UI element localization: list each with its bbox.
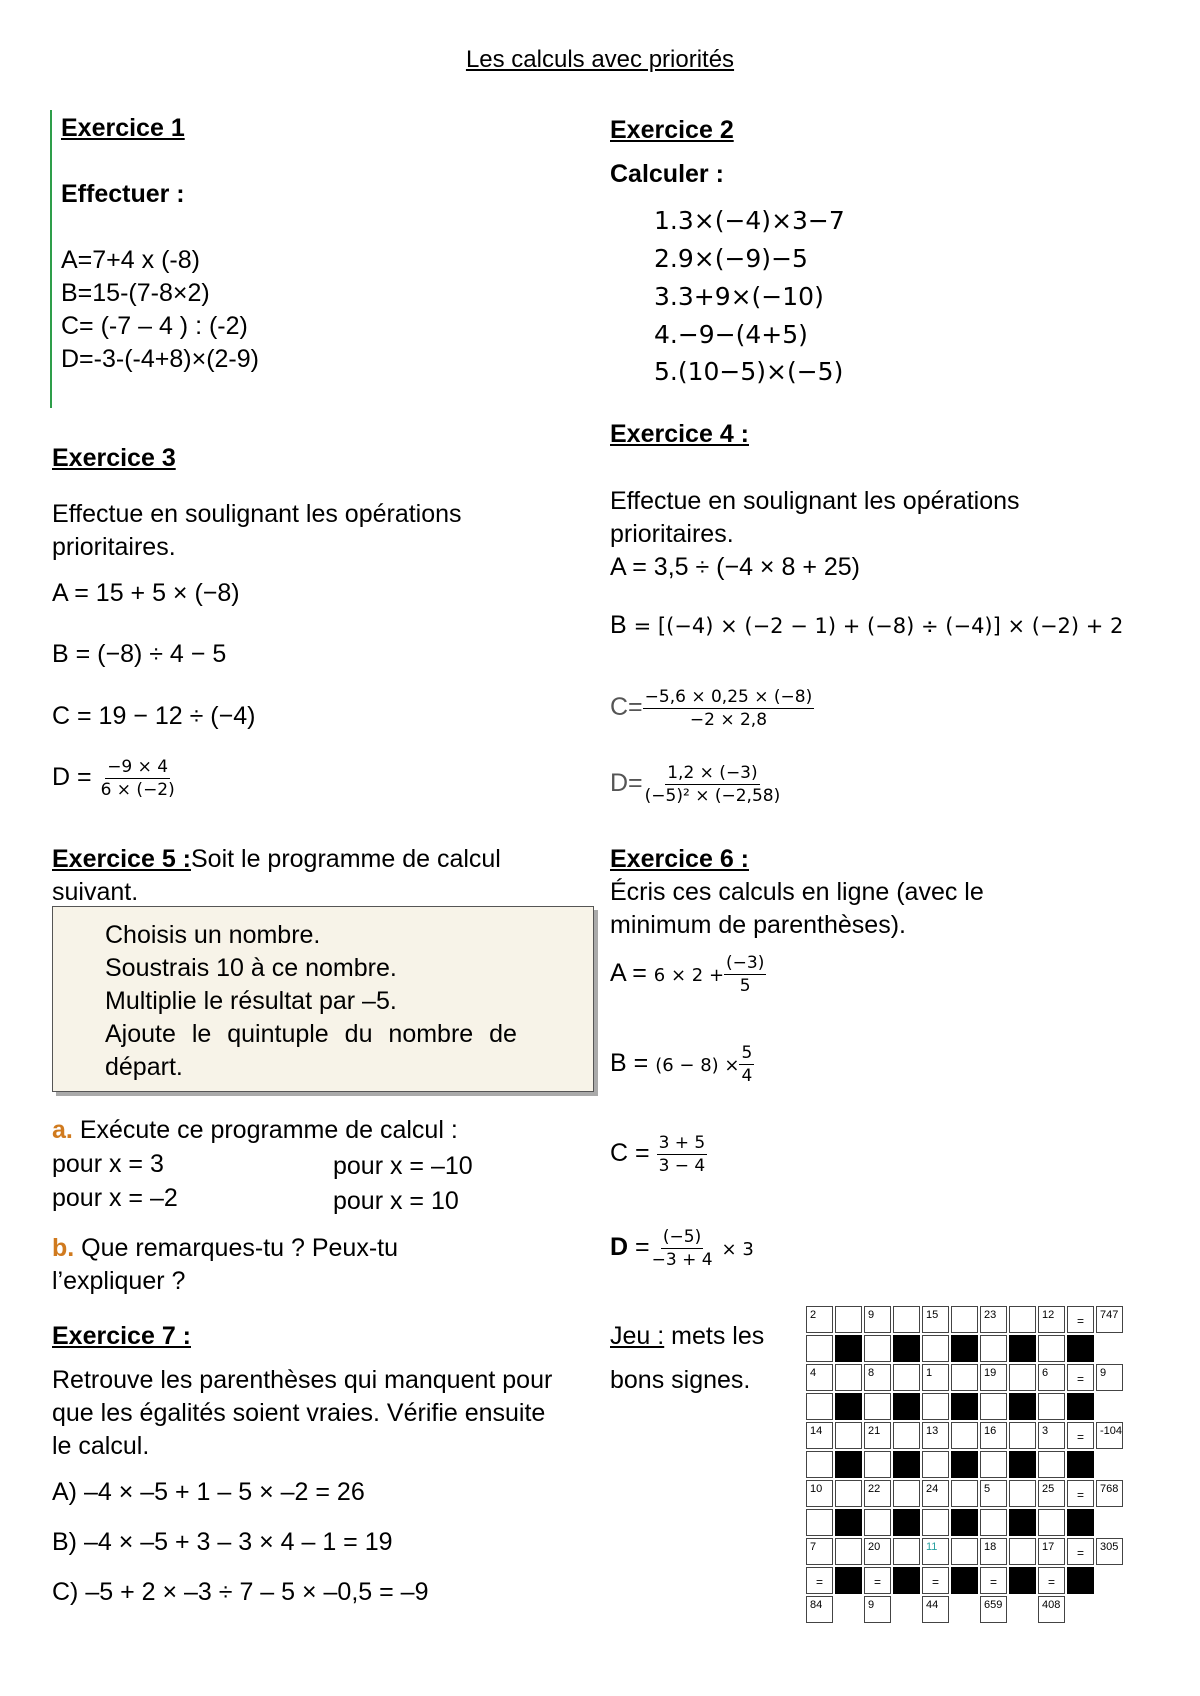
grid-cell <box>922 1393 949 1420</box>
jeu-line-1 <box>610 1320 764 1353</box>
ex1-instruction: Effectuer : <box>61 180 185 208</box>
ex6-heading: Exercice 6 : <box>610 845 749 873</box>
grid-cell: 5 <box>980 1480 1007 1507</box>
ex6-expr-a <box>610 952 766 997</box>
grid-cell <box>835 1451 862 1478</box>
ex6-c-prefix: C = <box>610 1139 650 1168</box>
ex6-d-suffix: × 3 <box>721 1239 754 1261</box>
ex5-a-text: Exécute ce programme de calcul : <box>79 1116 458 1144</box>
grid-cell <box>1067 1335 1094 1362</box>
ex3-expr-d <box>52 756 177 801</box>
grid-cell: 13 <box>922 1422 949 1449</box>
ex5-b-text: Que remarques-tu ? Peux-tu <box>81 1234 398 1262</box>
grid-cell <box>893 1393 920 1420</box>
ex4-expr-b <box>610 609 1123 643</box>
grid-cell <box>893 1422 920 1449</box>
ex4-instruction-1: Effectue en soulignant les opérations <box>610 487 1020 515</box>
ex5-b-label: b. <box>52 1234 75 1262</box>
ex7-equation-a: A) –4 × –5 + 1 – 5 × –2 = 26 <box>52 1478 365 1506</box>
grid-cell <box>1009 1364 1036 1391</box>
grid-cell: 747 <box>1096 1306 1123 1333</box>
grid-cell <box>864 1509 891 1536</box>
jeu-text-2: bons signes. <box>610 1366 751 1394</box>
grid-cell: 305 <box>1096 1538 1123 1565</box>
margin-bar <box>50 110 52 408</box>
grid-cell <box>1009 1538 1036 1565</box>
grid-cell <box>1038 1451 1065 1478</box>
grid-cell <box>1038 1335 1065 1362</box>
ex5-part-a <box>52 1114 458 1147</box>
program-box <box>52 906 594 1092</box>
grid-cell <box>980 1509 1007 1536</box>
grid-cell: 44 <box>922 1596 949 1623</box>
grid-cell <box>1067 1509 1094 1536</box>
ex5-case-3: pour x = –2 <box>52 1184 178 1212</box>
grid-cell: = <box>806 1567 833 1594</box>
grid-cell <box>864 1451 891 1478</box>
ex6-expr-b <box>610 1042 754 1087</box>
grid-cell <box>893 1567 920 1594</box>
grid-cell: 10 <box>806 1480 833 1507</box>
ex6-d-equals: = <box>635 1233 650 1262</box>
ex3-instruction-1: Effectue en soulignant les opérations <box>52 500 462 528</box>
ex4-d-prefix: D= <box>610 769 643 798</box>
grid-cell: 12 <box>1038 1306 1065 1333</box>
ex3-instruction-2: prioritaires. <box>52 533 176 561</box>
ex4-d-numerator: 1,2 × (−3) <box>667 763 758 783</box>
grid-cell: 6 <box>1038 1364 1065 1391</box>
grid-cell: 22 <box>864 1480 891 1507</box>
ex4-c-fraction <box>643 686 815 731</box>
ex5-intro-text: Soit le programme de calcul <box>191 845 501 873</box>
grid-cell <box>893 1538 920 1565</box>
ex7-heading: Exercice 7 : <box>52 1322 191 1350</box>
grid-cell <box>951 1335 978 1362</box>
ex6-b-denominator: 4 <box>741 1066 753 1086</box>
ex4-c-prefix: C= <box>610 693 643 722</box>
grid-cell <box>951 1364 978 1391</box>
grid-cell <box>1009 1480 1036 1507</box>
grid-cell: 25 <box>1038 1480 1065 1507</box>
grid-cell: 1 <box>922 1364 949 1391</box>
ex3-heading: Exercice 3 <box>52 444 176 472</box>
ex6-instruction-2: minimum de parenthèses). <box>610 911 906 939</box>
grid-cell <box>806 1335 833 1362</box>
ex5-case-2: pour x = –10 <box>333 1152 473 1180</box>
grid-cell <box>1009 1335 1036 1362</box>
grid-cell: = <box>864 1567 891 1594</box>
ex6-c-fraction <box>657 1132 708 1177</box>
ex4-expr-c <box>610 686 814 731</box>
ex2-heading: Exercice 2 <box>610 116 734 144</box>
grid-cell <box>1009 1567 1036 1594</box>
ex6-d-denominator: −3 + 4 <box>651 1250 713 1270</box>
grid-cell: 84 <box>806 1596 833 1623</box>
ex3-expr-c: C = 19 − 12 ÷ (−4) <box>52 702 256 730</box>
grid-cell <box>922 1509 949 1536</box>
grid-cell <box>951 1567 978 1594</box>
grid-cell <box>893 1364 920 1391</box>
grid-cell: = <box>1067 1306 1094 1333</box>
ex6-instruction-1: Écris ces calculs en ligne (avec le <box>610 878 984 906</box>
grid-cell <box>1067 1451 1094 1478</box>
grid-cell <box>835 1335 862 1362</box>
grid-cell: 9 <box>864 1306 891 1333</box>
grid-cell: 15 <box>922 1306 949 1333</box>
program-step-3: Multiplie le résultat par –5. <box>105 987 397 1015</box>
grid-cell <box>893 1451 920 1478</box>
ex5-intro-2: suivant. <box>52 878 139 906</box>
ex2-item-2: 2.9×(−9)−5 <box>654 244 808 273</box>
grid-cell <box>951 1422 978 1449</box>
grid-cell: 18 <box>980 1538 1007 1565</box>
grid-cell: 4 <box>806 1364 833 1391</box>
grid-cell <box>835 1364 862 1391</box>
ex6-expr-d <box>610 1226 754 1271</box>
ex6-b-fraction <box>739 1042 754 1087</box>
grid-cell <box>1038 1393 1065 1420</box>
grid-cell: 24 <box>922 1480 949 1507</box>
grid-cell <box>1009 1451 1036 1478</box>
grid-cell: = <box>1067 1364 1094 1391</box>
grid-cell: 17 <box>1038 1538 1065 1565</box>
grid-cell: = <box>1067 1538 1094 1565</box>
ex4-b-expression: = [(−4) × (−2 − 1) + (−8) ÷ (−4)] × (−2) + 2 <box>633 614 1124 638</box>
ex1-line-b: B=15-(7-8×2) <box>61 279 210 307</box>
grid-cell <box>980 1335 1007 1362</box>
grid-cell <box>835 1538 862 1565</box>
ex6-d-prefix: D <box>610 1233 629 1262</box>
sign-puzzle-grid <box>806 1306 1128 1636</box>
grid-cell <box>835 1509 862 1536</box>
page-title: Les calculs avec priorités <box>465 46 735 73</box>
grid-cell: 21 <box>864 1422 891 1449</box>
grid-cell <box>922 1451 949 1478</box>
grid-cell: -104 <box>1096 1422 1123 1449</box>
grid-cell <box>806 1393 833 1420</box>
grid-cell <box>1067 1567 1094 1594</box>
ex6-b-expression: (6 − 8) × <box>655 1055 740 1077</box>
ex5-part-b <box>52 1232 398 1265</box>
grid-cell <box>835 1422 862 1449</box>
ex2-item-5: 5.(10−5)×(−5) <box>654 357 844 386</box>
grid-cell <box>1067 1393 1094 1420</box>
ex1-heading: Exercice 1 <box>61 114 185 142</box>
grid-cell: 11 <box>922 1538 949 1565</box>
grid-cell <box>893 1480 920 1507</box>
grid-cell <box>1009 1393 1036 1420</box>
grid-cell <box>951 1538 978 1565</box>
ex3-expr-b: B = (−8) ÷ 4 − 5 <box>52 640 227 668</box>
ex3-expr-a: A = 15 + 5 × (−8) <box>52 579 240 607</box>
ex2-item-1: 1.3×(−4)×3−7 <box>654 206 845 235</box>
ex3-d-prefix: D = <box>52 763 92 792</box>
ex7-instruction-1: Retrouve les parenthèses qui manquent pour <box>52 1366 553 1394</box>
grid-cell <box>864 1335 891 1362</box>
ex2-item-3: 3.3+9×(−10) <box>654 282 824 311</box>
grid-cell: = <box>1067 1480 1094 1507</box>
ex4-d-fraction <box>643 762 783 807</box>
grid-cell <box>893 1509 920 1536</box>
ex5-case-1: pour x = 3 <box>52 1150 164 1178</box>
grid-cell <box>835 1393 862 1420</box>
grid-cell <box>893 1335 920 1362</box>
grid-cell <box>980 1393 1007 1420</box>
grid-cell: 16 <box>980 1422 1007 1449</box>
ex7-instruction-2: que les égalités soient vraies. Vérifie ensuite <box>52 1399 546 1427</box>
grid-cell: 7 <box>806 1538 833 1565</box>
grid-cell <box>1038 1509 1065 1536</box>
grid-cell <box>835 1567 862 1594</box>
grid-cell: 20 <box>864 1538 891 1565</box>
grid-cell <box>922 1335 949 1362</box>
ex5-intro <box>52 843 501 876</box>
ex5-case-4: pour x = 10 <box>333 1187 459 1215</box>
ex7-instruction-3: le calcul. <box>52 1432 150 1460</box>
grid-cell: 768 <box>1096 1480 1123 1507</box>
ex6-b-prefix: B = <box>610 1049 649 1078</box>
ex6-d-fraction <box>650 1226 715 1271</box>
grid-cell: 23 <box>980 1306 1007 1333</box>
ex6-b-numerator: 5 <box>741 1043 753 1063</box>
grid-cell <box>893 1306 920 1333</box>
grid-cell: 3 <box>1038 1422 1065 1449</box>
ex1-line-a: A=7+4 x (-8) <box>61 246 200 274</box>
grid-cell: = <box>1038 1567 1065 1594</box>
ex3-d-numerator: −9 × 4 <box>107 757 169 777</box>
ex3-d-fraction <box>99 756 177 801</box>
grid-cell: 9 <box>864 1596 891 1623</box>
ex4-c-denominator: −2 × 2,8 <box>689 710 768 730</box>
grid-cell <box>951 1306 978 1333</box>
grid-cell <box>864 1393 891 1420</box>
grid-cell: 408 <box>1038 1596 1065 1623</box>
grid-cell <box>835 1480 862 1507</box>
grid-cell <box>835 1306 862 1333</box>
ex6-a-fraction <box>724 952 766 997</box>
ex1-line-c: C= (-7 – 4 ) : (-2) <box>61 312 248 340</box>
ex3-d-denominator: 6 × (−2) <box>100 780 175 800</box>
jeu-text-1: mets les <box>671 1322 765 1350</box>
ex5-b-text-2: l’expliquer ? <box>52 1267 186 1295</box>
ex4-b-prefix: B <box>610 611 627 639</box>
grid-cell <box>806 1509 833 1536</box>
grid-cell <box>1009 1509 1036 1536</box>
grid-cell: = <box>980 1567 1007 1594</box>
ex2-instruction: Calculer : <box>610 160 724 188</box>
grid-cell: = <box>922 1567 949 1594</box>
ex1-line-d: D=-3-(-4+8)×(2-9) <box>61 345 259 373</box>
ex4-expr-d <box>610 762 782 807</box>
ex7-equation-b: B) –4 × –5 + 3 – 3 × 4 – 1 = 19 <box>52 1528 393 1556</box>
grid-cell <box>951 1393 978 1420</box>
grid-cell: 659 <box>980 1596 1007 1623</box>
grid-cell <box>951 1480 978 1507</box>
ex4-heading: Exercice 4 : <box>610 420 749 448</box>
grid-cell: 14 <box>806 1422 833 1449</box>
grid-cell <box>951 1509 978 1536</box>
grid-cell <box>1009 1306 1036 1333</box>
ex6-a-denominator: 5 <box>739 976 751 996</box>
grid-cell: 8 <box>864 1364 891 1391</box>
program-step-2: Soustrais 10 à ce nombre. <box>105 954 397 982</box>
grid-cell: 19 <box>980 1364 1007 1391</box>
ex4-instruction-2: prioritaires. <box>610 520 734 548</box>
grid-cell: 9 <box>1096 1364 1123 1391</box>
ex6-c-numerator: 3 + 5 <box>658 1133 706 1153</box>
ex2-item-4: 4.−9−(4+5) <box>654 320 808 349</box>
ex6-d-numerator: (−5) <box>662 1227 702 1247</box>
grid-cell <box>1009 1422 1036 1449</box>
ex7-equation-c: C) –5 + 2 × –3 ÷ 7 – 5 × –0,5 = –9 <box>52 1578 429 1606</box>
ex4-c-numerator: −5,6 × 0,25 × (−8) <box>644 687 813 707</box>
ex5-a-label: a. <box>52 1116 73 1144</box>
program-step-1: Choisis un nombre. <box>105 921 321 949</box>
program-step-4: Ajoute le quintuple du nombre de <box>105 1020 517 1048</box>
program-step-4-cont: départ. <box>105 1053 183 1081</box>
grid-cell: = <box>1067 1422 1094 1449</box>
ex6-a-prefix: A = <box>610 959 647 988</box>
grid-cell <box>980 1451 1007 1478</box>
ex6-a-expression: 6 × 2 + <box>653 965 725 987</box>
grid-cell <box>806 1451 833 1478</box>
ex6-a-numerator: (−3) <box>726 953 765 973</box>
ex4-d-denominator: (−5)² × (−2,58) <box>644 786 781 806</box>
grid-cell: 2 <box>806 1306 833 1333</box>
ex5-heading: Exercice 5 : <box>52 845 191 873</box>
grid-cell <box>951 1451 978 1478</box>
jeu-heading: Jeu : <box>610 1322 665 1350</box>
ex6-expr-c <box>610 1132 707 1177</box>
ex4-expr-a: A = 3,5 ÷ (−4 × 8 + 25) <box>610 553 860 581</box>
ex6-c-denominator: 3 − 4 <box>658 1156 706 1176</box>
